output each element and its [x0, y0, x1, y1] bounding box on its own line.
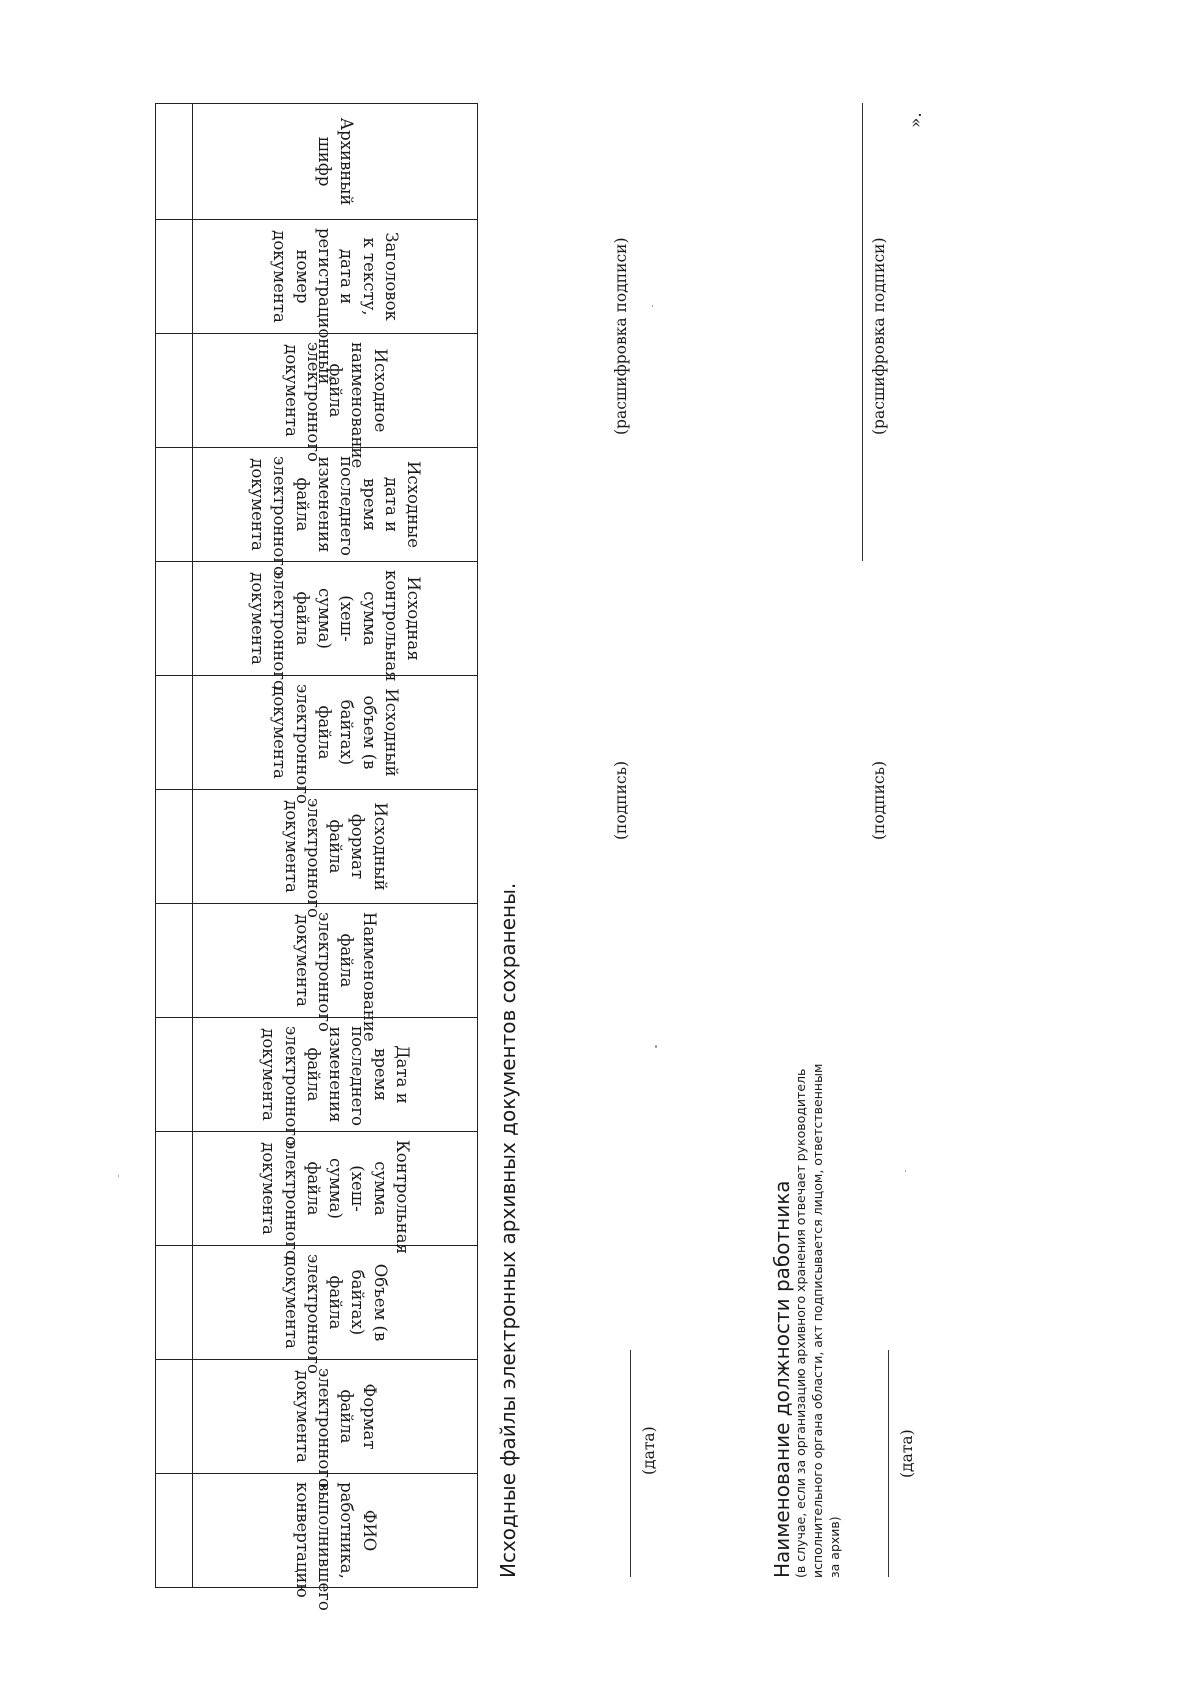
header-cell-original-checksum: Исходная контрольная сумма (хеш-сумма) файла электронного документа: [193, 562, 478, 676]
table-cell: [156, 104, 193, 220]
signature-decode-caption-1: (расшифровка подписи): [612, 237, 630, 435]
table-cell: [156, 1018, 193, 1132]
archive-conversion-table-wrap: [168, 103, 478, 1611]
header-cell-original-format: Исходный формат файла электронного документа: [193, 790, 478, 904]
date-line-2: [888, 1350, 889, 1577]
table-cell: [156, 676, 193, 790]
header-cell-original-modified: Исходные дата и время последнего изменения файла электронного документа: [193, 448, 478, 562]
table-cell: [156, 220, 193, 334]
signature-decode-caption-2: (расшифровка подписи): [870, 237, 888, 435]
date-caption-1: (дата): [640, 1426, 658, 1475]
header-cell-original-file-name: Исходное наименование файла электронного документа: [193, 334, 478, 448]
archive-conversion-table-rotator: [168, 103, 478, 1611]
table-cell: [156, 1360, 193, 1474]
table-cell: [156, 1132, 193, 1246]
archive-conversion-table: [155, 103, 478, 1611]
header-cell-modified: Дата и время последнего изменения файла электронного документа: [193, 1018, 478, 1132]
position-note: (в случае, если за организацию архивного хранения отвечает руководитель исполнительного органа области, акт подписывается лицом, ответственным за архив): [793, 1063, 842, 1578]
table-cell: [156, 562, 193, 676]
scan-speck: [118, 1175, 119, 1177]
header-cell-size: Объем (в байтах) файла электронного документа: [193, 1246, 478, 1360]
date-caption-2: (дата): [898, 1429, 916, 1478]
table-cell: [156, 334, 193, 448]
table-cell: [156, 1474, 193, 1588]
header-cell-archive-code: Архивный шифр: [193, 104, 478, 220]
header-cell-file-name: Наименование файла электронного документа: [193, 904, 478, 1018]
date-line-1: [630, 1350, 631, 1577]
position-title: Наименование должности работника: [770, 1180, 794, 1578]
scan-speck: [652, 305, 653, 307]
table-cell: [156, 1246, 193, 1360]
header-cell-converter-name: ФИО работника, выполнившего конвертацию: [193, 1474, 478, 1588]
header-cell-format: Формат файла электронного документа: [193, 1360, 478, 1474]
table-empty-row: [156, 104, 193, 1588]
signature-caption-2: (подпись): [870, 760, 888, 840]
table-cell: [156, 904, 193, 1018]
header-cell-title-date-number: Заголовок к тексту, дата и регистрационный номер документа: [193, 220, 478, 334]
header-cell-checksum: Контрольная сумма (хеш-сумма) файла электронного документа: [193, 1132, 478, 1246]
table-cell: [156, 448, 193, 562]
signature-caption-1: (подпись): [612, 760, 630, 840]
table-cell: [156, 790, 193, 904]
signature-decode-line-2: [862, 103, 863, 561]
scan-speck: [655, 1045, 657, 1048]
table-header-row: [193, 104, 478, 1588]
closing-quote-mark: ».: [906, 112, 926, 128]
scan-speck: [905, 1170, 906, 1172]
statement-text: Исходные файлы электронных архивных документов сохранены.: [496, 882, 520, 1578]
header-cell-original-size: Исходный объем (в байтах) файла электронного документа: [193, 676, 478, 790]
